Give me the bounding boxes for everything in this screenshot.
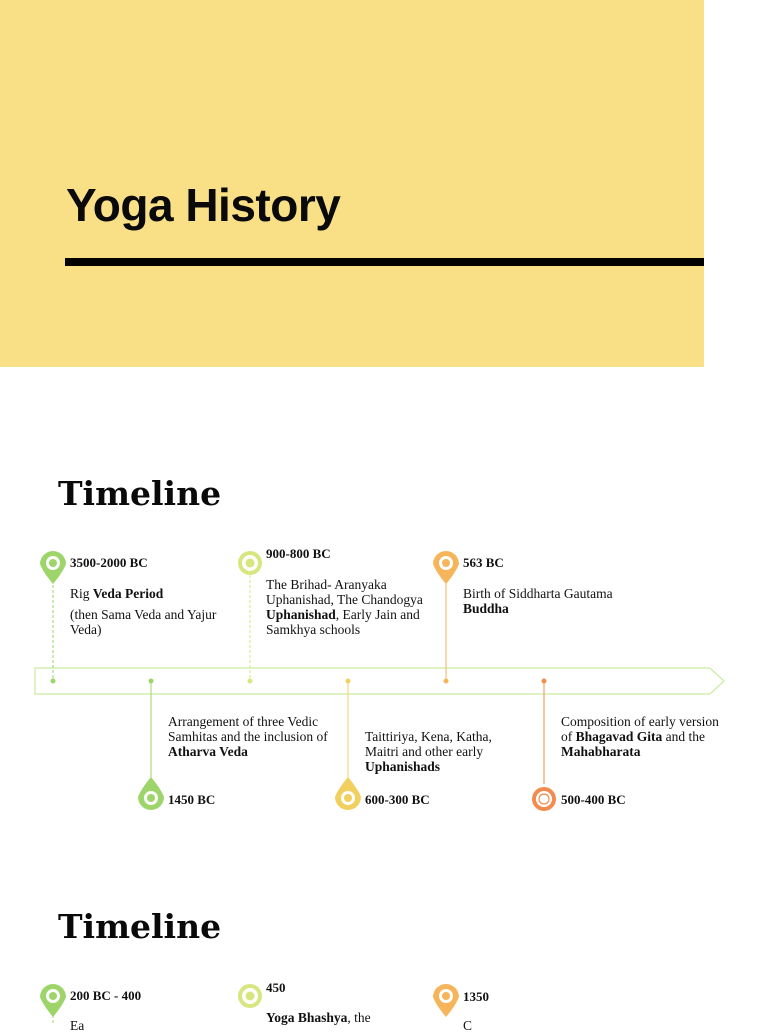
event-text-7: Ea bbox=[70, 1018, 85, 1033]
page-title: Yoga History bbox=[66, 179, 341, 231]
event-date-1: 3500-2000 BC bbox=[70, 555, 148, 570]
event-text-2: Arrangement of three Vedic Samhitas and the inclusion of Atharva Veda bbox=[168, 714, 328, 759]
event-date-6: 500-400 BC bbox=[561, 792, 626, 807]
event-date-9: 1350 bbox=[463, 989, 489, 1004]
timeline-arrow-bar bbox=[35, 668, 724, 694]
map-pin-icon-7 bbox=[40, 984, 66, 1017]
bar-dot-3 bbox=[248, 679, 253, 684]
event-date-7: 200 BC - 400 bbox=[70, 988, 142, 1003]
event-date-4: 600-300 BC bbox=[365, 792, 430, 807]
map-pin-icon-2 bbox=[138, 777, 164, 810]
timeline-title-1: Timeline bbox=[58, 474, 222, 513]
event-text-5: Birth of Siddharta Gautama Buddha bbox=[463, 586, 613, 616]
event-date-3: 900-800 BC bbox=[266, 546, 331, 561]
bar-dot-6 bbox=[542, 679, 547, 684]
bar-dot-4 bbox=[346, 679, 351, 684]
target-icon-3 bbox=[238, 551, 262, 575]
timeline-title-2: Timeline bbox=[58, 907, 222, 946]
event-text-3: The Brihad- Aranyaka Uphanishad, The Chandogya Uphanishad, Early Jain and Samkhya schools bbox=[266, 577, 423, 637]
bar-dot-2 bbox=[149, 679, 154, 684]
event-date-8: 450 bbox=[266, 980, 286, 995]
event-text-8: Yoga Bhashya, the bbox=[266, 1010, 371, 1025]
bar-dot-1 bbox=[51, 679, 56, 684]
target-icon-6 bbox=[532, 787, 556, 811]
map-pin-icon-9 bbox=[433, 984, 459, 1017]
target-icon-8 bbox=[238, 984, 262, 1008]
event-text-9: C bbox=[463, 1018, 473, 1033]
event-text-6: Composition of early version of Bhagavad Gita and the Mahabharata bbox=[561, 714, 719, 759]
event-date-5: 563 BC bbox=[463, 555, 504, 570]
event-text-4: Taittiriya, Kena, Katha, Maitri and other early Uphanishads bbox=[365, 729, 492, 774]
map-pin-icon-5 bbox=[433, 551, 459, 584]
event-note-1: (then Sama Veda and Yajur Veda) bbox=[70, 607, 217, 637]
event-date-2: 1450 BC bbox=[168, 792, 216, 807]
event-text-1: Rig Veda Period bbox=[70, 586, 164, 601]
map-pin-icon-4 bbox=[335, 777, 361, 810]
bar-dot-5 bbox=[444, 679, 449, 684]
map-pin-icon-1 bbox=[40, 551, 66, 584]
